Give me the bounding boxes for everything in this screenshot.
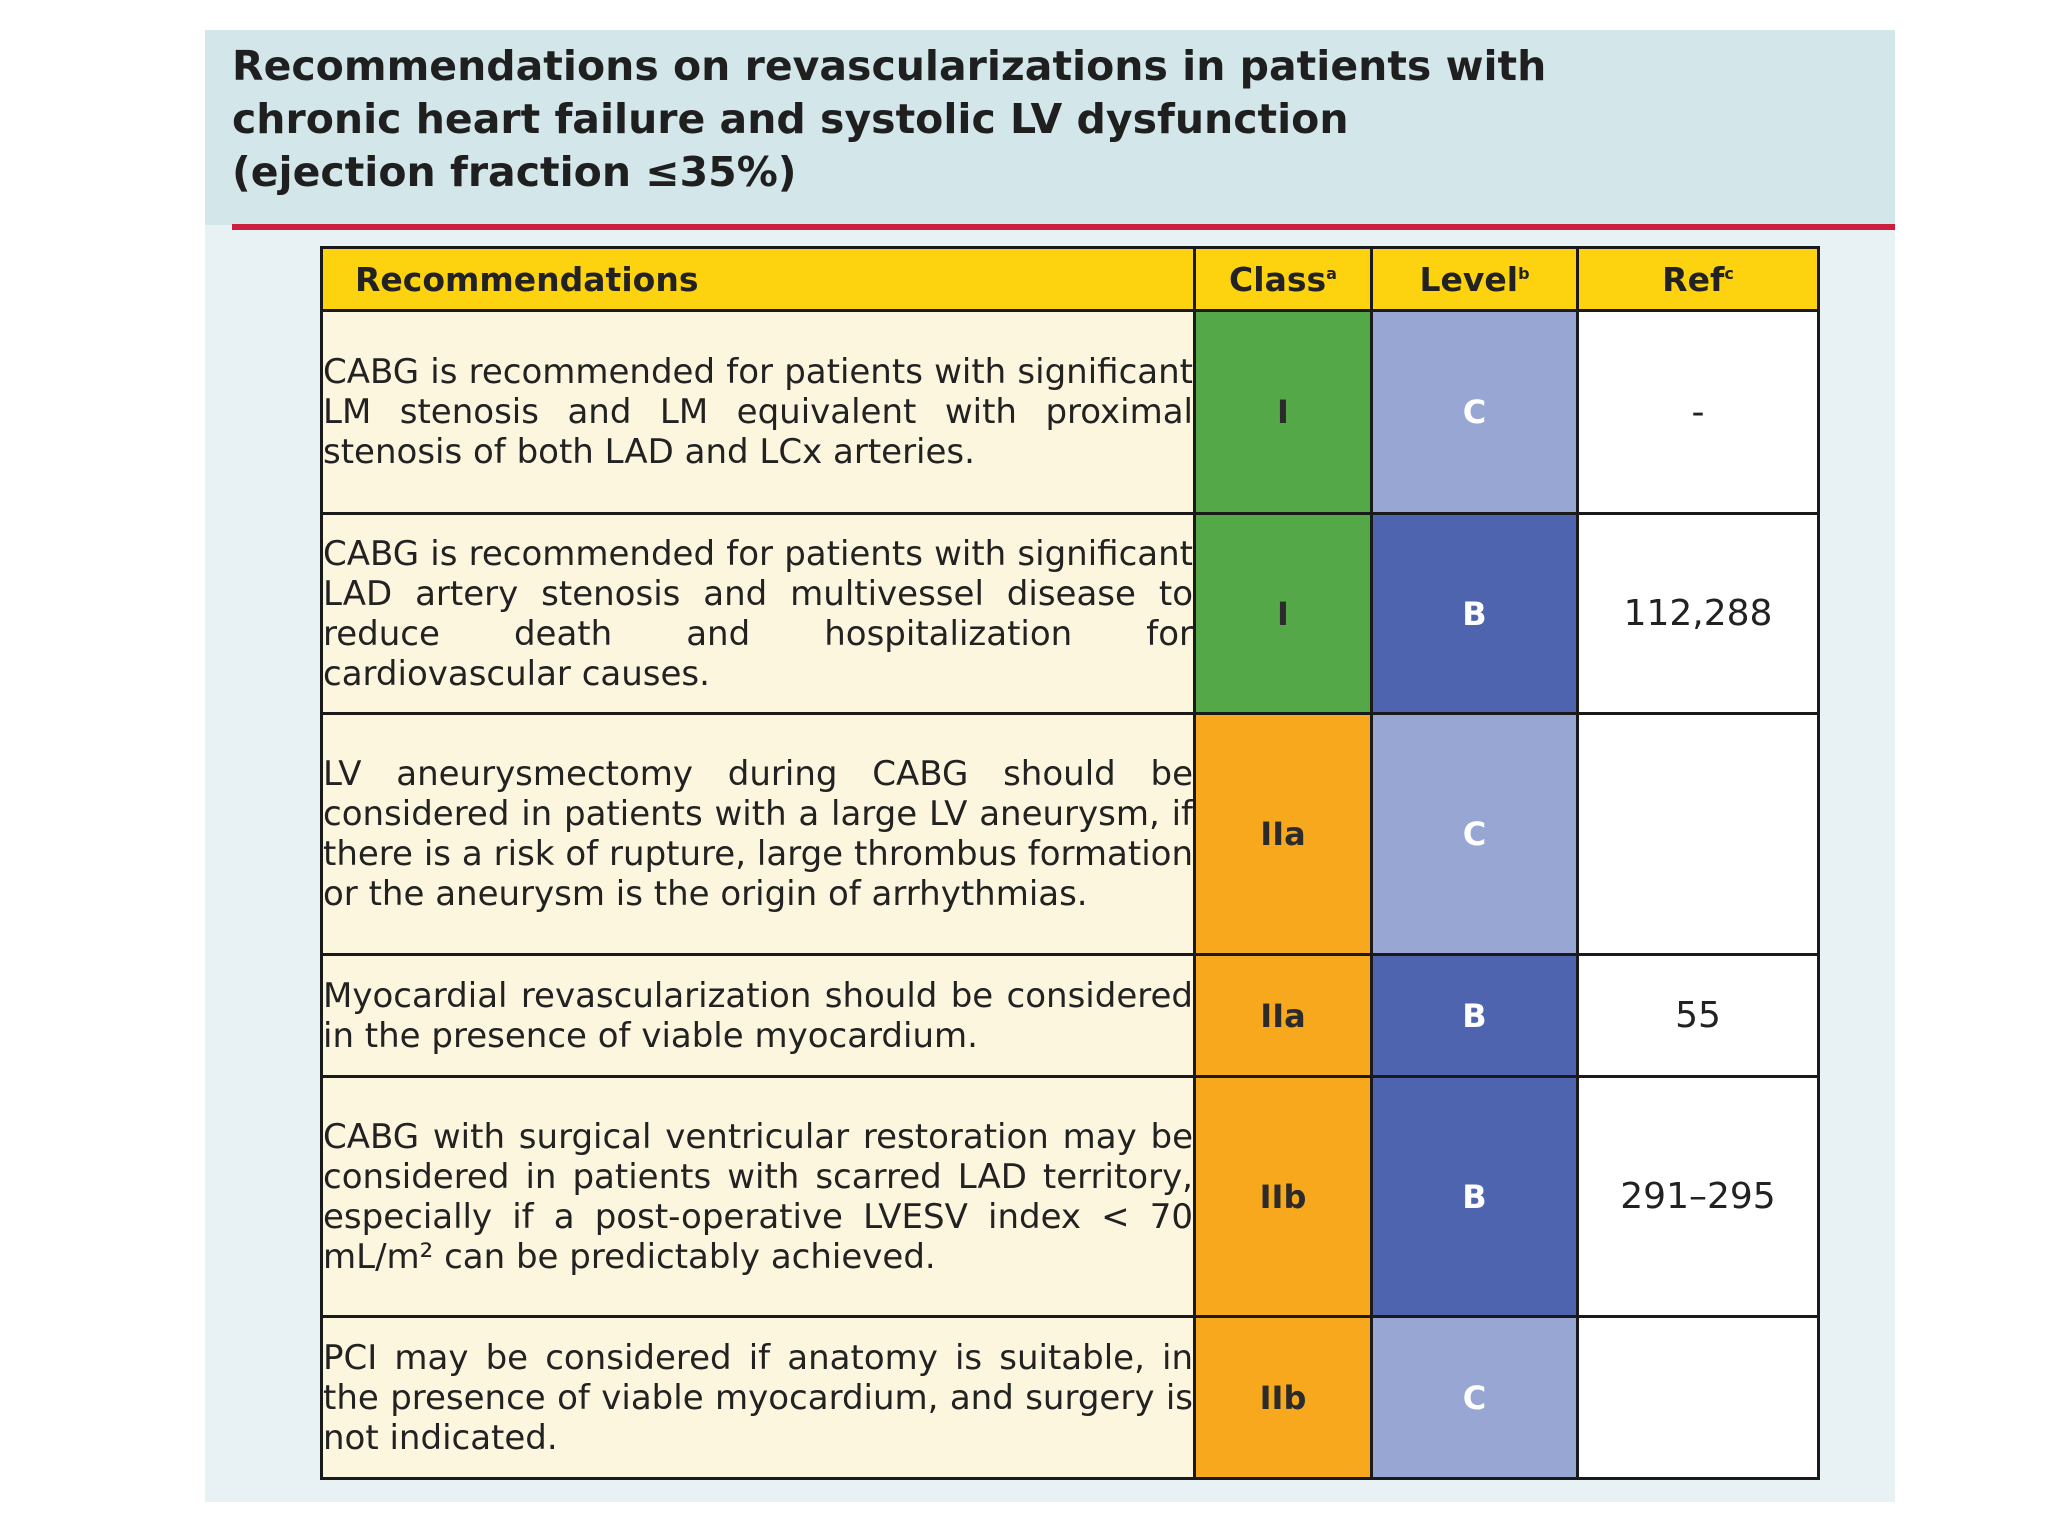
level-cell: B: [1372, 955, 1578, 1077]
recommendation-text: CABG with surgical ventricular restoration may be considered in patients with scarred LAD territory, especially if a post-operative LVESV index < 70 mL/m² can be predictably achieved.: [322, 1077, 1195, 1317]
class-cell: I: [1195, 514, 1372, 714]
header-level: Level$^b$: [1372, 248, 1578, 311]
recommendation-text: LV aneurysmectomy during CABG should be considered in patients with a large LV aneurysm, if there is a risk of rupture, large thrombus formation or the aneurysm is the origin of arrhythmias.: [322, 714, 1195, 955]
table-row: [322, 955, 1819, 1077]
header-ref: Ref$^c$: [1578, 248, 1819, 311]
header-class: Class$^a$: [1195, 248, 1372, 311]
level-cell: C: [1372, 1317, 1578, 1479]
level-cell: C: [1372, 311, 1578, 514]
ref-cell: 291–295: [1578, 1077, 1819, 1317]
ref-cell: 55: [1578, 955, 1819, 1077]
title-line-3: (ejection fraction ≤35%): [232, 148, 797, 196]
class-cell: I: [1195, 311, 1372, 514]
table-row: [322, 1317, 1819, 1479]
table-row: [322, 514, 1819, 714]
level-footnote-marker: b: [1518, 263, 1530, 283]
class-cell: IIa: [1195, 955, 1372, 1077]
ref-cell: [1578, 714, 1819, 955]
recommendation-text: Myocardial revascularization should be considered in the presence of viable myocardium.: [322, 955, 1195, 1077]
level-cell: B: [1372, 514, 1578, 714]
ref-footnote-marker: c: [1724, 263, 1734, 283]
table-header-row: [322, 248, 1819, 311]
class-cell: IIa: [1195, 714, 1372, 955]
header-recommendations: Recommendations: [322, 248, 1195, 311]
table-row: [322, 311, 1819, 514]
ref-cell: [1578, 1317, 1819, 1479]
table-row: [322, 1077, 1819, 1317]
level-cell: B: [1372, 1077, 1578, 1317]
recommendation-text: CABG is recommended for patients with significant LM stenosis and LM equivalent with proximal stenosis of both LAD and LCx arteries.: [322, 311, 1195, 514]
recommendation-text: PCI may be considered if anatomy is suitable, in the presence of viable myocardium, and surgery is not indicated.: [322, 1317, 1195, 1479]
table-row: [322, 714, 1819, 955]
title-line-1: Recommendations on revascularizations in patients with: [232, 42, 1547, 90]
ref-cell: -: [1578, 311, 1819, 514]
recommendation-text: CABG is recommended for patients with significant LAD artery stenosis and multivessel disease to reduce death and hospitalization for cardiovascular causes.: [322, 514, 1195, 714]
level-cell: C: [1372, 714, 1578, 955]
title-line-2: chronic heart failure and systolic LV dysfunction: [232, 95, 1349, 143]
class-cell: IIb: [1195, 1077, 1372, 1317]
title-divider: [232, 224, 1895, 230]
class-footnote-marker: a: [1326, 263, 1337, 283]
class-cell: IIb: [1195, 1317, 1372, 1479]
ref-cell: 112,288: [1578, 514, 1819, 714]
slide-title: [232, 40, 1892, 199]
recommendations-table: [320, 246, 1820, 1480]
